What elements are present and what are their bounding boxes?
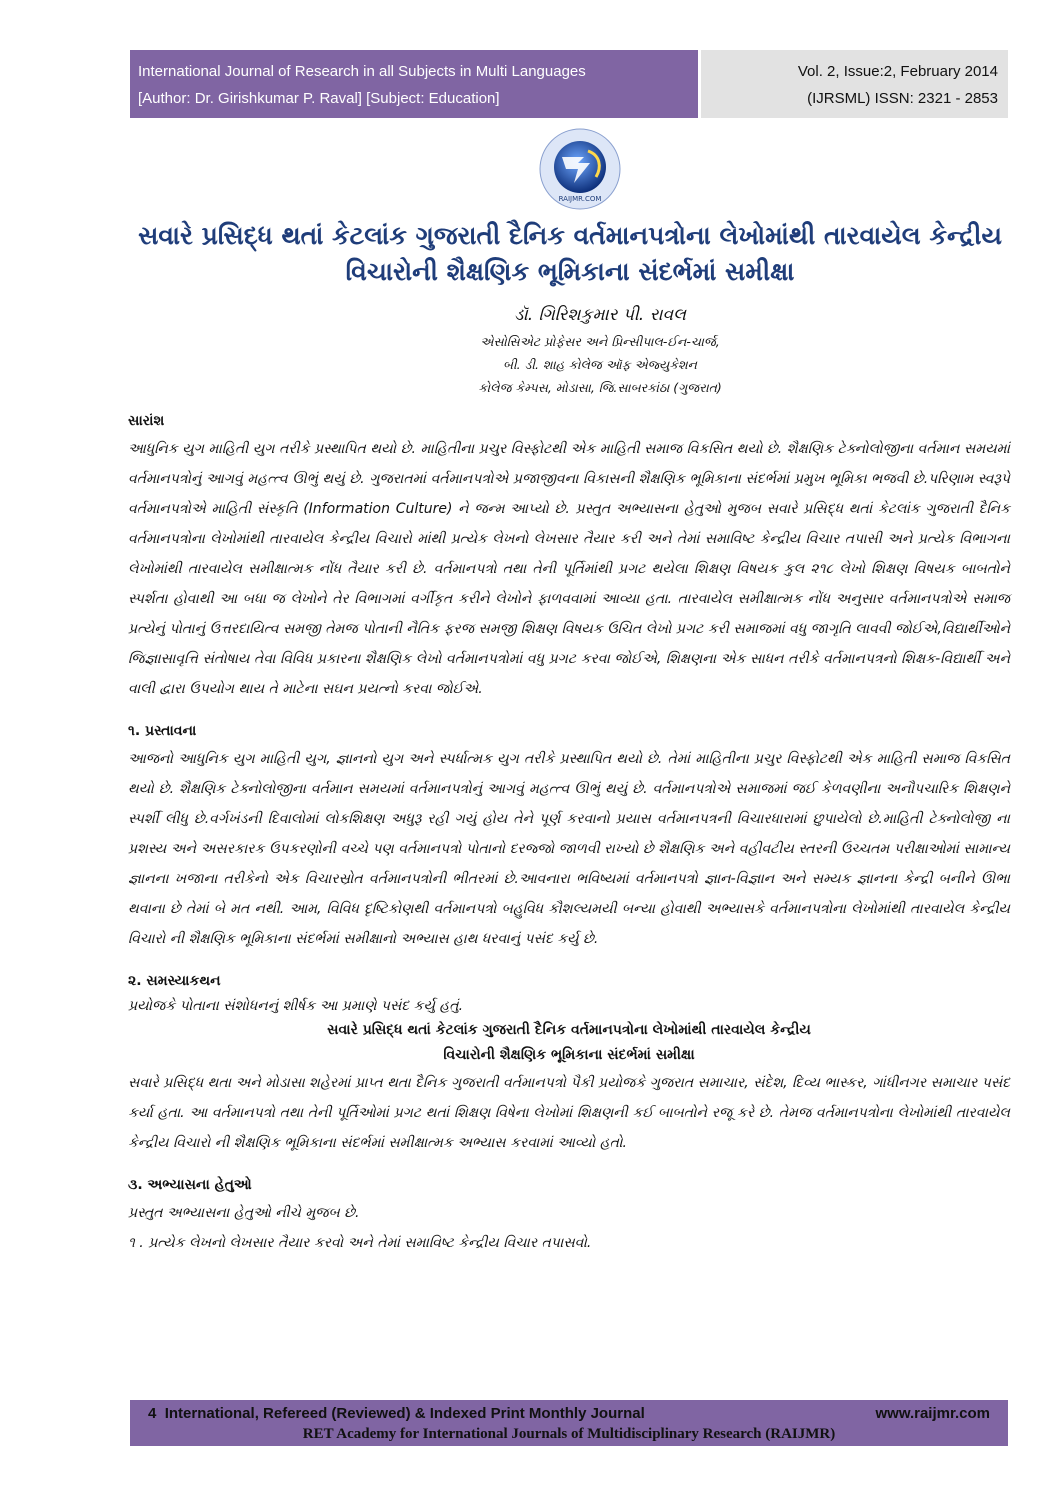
title-line-2: વિચારોની શૈક્ષણિક ભૂમિકાના સંદર્ભમાં સમીક્ષા <box>345 257 795 286</box>
abstract-heading: સારાંશ <box>128 413 165 429</box>
journal-header <box>130 50 1008 118</box>
page-number: 4 <box>148 1405 157 1422</box>
section-2-title-line-2: વિચારોની શૈક્ષણિક ભૂમિકાના સંદર્ભમાં સમીક્ષા <box>443 1047 695 1063</box>
academy-name: RET Academy for International Journals of Multidisciplinary Research (RAIJMR) <box>302 1426 836 1442</box>
paper-title <box>120 218 1020 290</box>
footer-row-1 <box>148 1405 990 1425</box>
issn: (IJRSML) ISSN: 2321 - 2853 <box>807 90 998 107</box>
author-designation: એસોસિએટ પ્રોફેસર અને પ્રિન્સીપાલ-ઈન-ચાર્જ, <box>480 334 720 349</box>
section-2-title-line-1: સવારે પ્રસિદ્ધ થતાં કેટલાંક ગુજરાતી દૈનિક વર્તમાનપત્રોના લેખોમાંથી તારવાયેલ કેન્દ્રીય <box>327 1022 811 1038</box>
section-2-heading: ૨. સમસ્યાકથન <box>128 973 221 989</box>
section-2-intro: પ્રયોજકે પોતાના સંશોધનનું શીર્ષક આ પ્રમાણે પસંદ કર્યુ હતું. <box>128 998 464 1014</box>
author-name: ડૉ. ગિરિશકુમાર પી. રાવલ <box>514 305 686 325</box>
author-subject: [Author: Dr. Girishkumar P. Raval] [Subject: Education] <box>138 90 500 107</box>
footer-left <box>148 1405 645 1422</box>
abstract-text: આધુનિક યુગ માહિતી યુગ તરીકે પ્રસ્થાપિત થયો છે. માહિતીના પ્રચુર વિસ્ફોટથી એક માહિતી સમાજ વિકસિત થયો છે. શૈક્ષણિક ટેક્નોલોજીના વર્તમાન સમયમાં વર્તમાનપત્રોનું આગવું મહત્ત્વ ઊભું થયું છે. ગુજરાતમાં વર્તમાનપત્રોએ પ્રજાજીવના વિકાસની શૈક્ષણિક ભૂમિકાના સંદર્ભમાં પ્રમુખ ભૂમિકા ભજવી છે.પરિણામ સ્વરૂપે વર્તમાનપત્રોએ માહિતી સંસ્કૃતિ (Information Culture) ને જન્મ આપ્યો છે. પ્રસ્તુત અભ્યાસના હેતુઓ મુજબ સવારે પ્રસિદ્ધ થતાં કેટલાંક ગુજરાતી દૈનિક વર્તમાનપત્રોના લેખોમાંથી તારવાયેલ કેન્દ્રીય વિચારો માંથી પ્રત્યેક લેખનો લેખસાર તૈયાર કરી અને તેમાં સમાવિષ્ટ કેન્દ્રીય વિચાર તપાસી અને પ્રત્યેક વિભાગના લેખોમાંથી તારવાયેલ સમીક્ષાત્મક નોંધ તૈયાર કરી છે. વર્તમાનપત્રો તથા તેની પૂર્તિમાંથી પ્રગટ થયેલા શિક્ષણ વિષયક કુલ ૨૧૮ લેખો શિક્ષણ વિષયક બાબતોને સ્પર્શતા હોવાથી આ બધા જ લેખોને તેર વિભાગમાં વર્ગીકૃત કરીને લેખોને ફાળવવામાં આવ્યા હતા. તારવાયેલ સમીક્ષાત્મક નોંધ અનુસાર વર્તમાનપત્રોએ સમાજ પ્રત્યેનું પોતાનું ઉત્તરદાયિત્વ સમજી તેમજ પોતાની નૈતિક ફરજ સમજી શિક્ષણ વિષયક ઉચિત લેખો પ્રગટ કરી સમાજમાં વધુ જાગૃતિ લાવવી જોઈએ,વિદ્યાર્થીઓને જિજ્ઞાસાવૃત્તિ સંતોષાય તેવા વિવિધ પ્રકારના શૈક્ષણિક લેખો વર્તમાનપત્રોમાં વધુ પ્રગટ કરવા જોઈએ, શિક્ષણના એક સાધન તરીકે વર્તમાનપત્રનો શિક્ષક-વિદ્યાર્થી અને વાલી દ્વારા ઉપયોગ થાય તે માટેના સઘન પ્રયત્નો કરવા જોઈએ. <box>128 441 1010 697</box>
journal-name: International Journal of Research in all Subjects in Multi Languages <box>138 63 586 80</box>
title-line-1: સવારે પ્રસિદ્ધ થતાં કેટલાંક ગુજરાતી દૈનિક વર્તમાનપત્રોના લેખોમાંથી તારવાયેલ કેન્દ્રીય <box>138 221 1002 250</box>
header-left-panel <box>130 50 698 118</box>
journal-footer <box>130 1400 1008 1446</box>
author-college: બી. ડી. શાહ કોલેજ ઑફ એજ્યુકેશન <box>502 357 697 372</box>
logo-text: RAIJMR.COM <box>558 195 602 203</box>
section-3-intro: પ્રસ્તુત અભ્યાસના હેતુઓ નીચે મુજબ છે. <box>128 1205 360 1221</box>
volume-issue: Vol. 2, Issue:2, February 2014 <box>797 63 998 80</box>
section-2-text: સવારે પ્રસિદ્ધ થતા અને મોડાસા શહેરમાં પ્રાપ્ત થતા દૈનિક ગુજરાતી વર્તમાનપત્રો પૈકી પ્રયોજકે ગુજરાત સમાચાર, સંદેશ, દિવ્ય ભાસ્કર, ગાંધીનગર સમાચાર પસંદ કર્યા હતા. આ વર્તમાનપત્રો તથા તેની પૂર્તિઓમાં પ્રગટ થતાં શિક્ષણ વિષેના લેખોમાં શિક્ષણની કઈ બાબતોને રજૂ કરે છે. તેમજ વર્તમાનપત્રોના લેખોમાંથી તારવાયેલ કેન્દ્રીય વિચારો ની શૈક્ષણિક ભૂમિકાના સંદર્ભમાં સમીક્ષાત્મક અભ્યાસ કરવામાં આવ્યો હતો. <box>128 1075 1010 1151</box>
section-1-heading: ૧. પ્રસ્તાવના <box>128 723 197 739</box>
website-link[interactable]: www.raijmr.com <box>875 1405 990 1422</box>
journal-type: International, Refereed (Reviewed) & Indexed Print Monthly Journal <box>164 1405 645 1422</box>
header-right-panel <box>701 50 1008 118</box>
raijmr-globe-logo-icon <box>538 127 622 211</box>
paper-body <box>128 408 1010 1258</box>
author-address: કોલેજ કેમ્પસ, મોડાસા, જિ.સાબરકાંઠા (ગુજરાત) <box>478 380 722 395</box>
section-3-heading: ૩. અભ્યાસના હેતુઓ <box>128 1177 252 1193</box>
section-1-text: આજનો આધુનિક યુગ માહિતી યુગ, જ્ઞાનનો યુગ અને સ્પર્ધાત્મક યુગ તરીકે પ્રસ્થાપિત થયો છે. તેમાં માહિતીના પ્રચુર વિસ્ફોટથી એક માહિતી સમાજ વિકસિત થયો છે. શૈક્ષણિક ટેક્નોલોજીના વર્તમાન સમયમાં વર્તમાનપત્રોનું આગવું મહત્ત્વ ઊભું થયું છે. વર્તમાનપત્રોએ સમાજમાં જઈ કેળવણીના અનૌપચારિક શિક્ષણને સ્પર્શી લીધુ છે.વર્ગખંડની દિવાલોમાં લોકશિક્ષણ અધુરૂ રહી ગયું હોય તેને પૂર્ણ કરવાનો પ્રયાસ વર્તમાનપત્રની વિચારધારામાં છુપાયેલો છે.માહિતી ટેક્નોલોજી ના પ્રશસ્ય અને અસરકારક ઉપકરણોની વચ્ચે પણ વર્તમાનપત્રો પોતાનો દરજ્જો જાળવી રાખ્યો છે શૈક્ષણિક અને વહીવટીય સ્તરની ઉચ્ચતમ પરીક્ષાઓમાં સામાન્ય જ્ઞાનના ખજાના તરીકેનો એક વિચારસ્રોત વર્તમાનપત્રોની ભીતરમાં છે.આવનારા ભવિષ્યમાં વર્તમાનપત્રો જ્ઞાન-વિજ્ઞાન અને સમ્યક જ્ઞાનના કેન્દ્રી બનીને ઊભા થવાના છે તેમાં બે મત નથી. આમ, વિવિધ દૃષ્ટિકોણથી વર્તમાનપત્રો બહુવિધ કૌશલ્યમયી બન્યા હોવાથી અભ્યાસકે વર્તમાનપત્રોના લેખોમાંથી તારવાયેલ કેન્દ્રીય વિચારો ની શૈક્ષણિક ભૂમિકાના સંદર્ભમાં સમીક્ષાનો અભ્યાસ હાથ ધરવાનું પસંદ કર્યુ છે. <box>128 751 1010 947</box>
section-3-item-1: ૧ . પ્રત્યેક લેખનો લેખસાર તૈયાર કરવો અને તેમાં સમાવિષ્ટ કેન્દ્રીય વિચાર તપાસવો. <box>128 1235 592 1251</box>
author-block <box>330 300 870 399</box>
